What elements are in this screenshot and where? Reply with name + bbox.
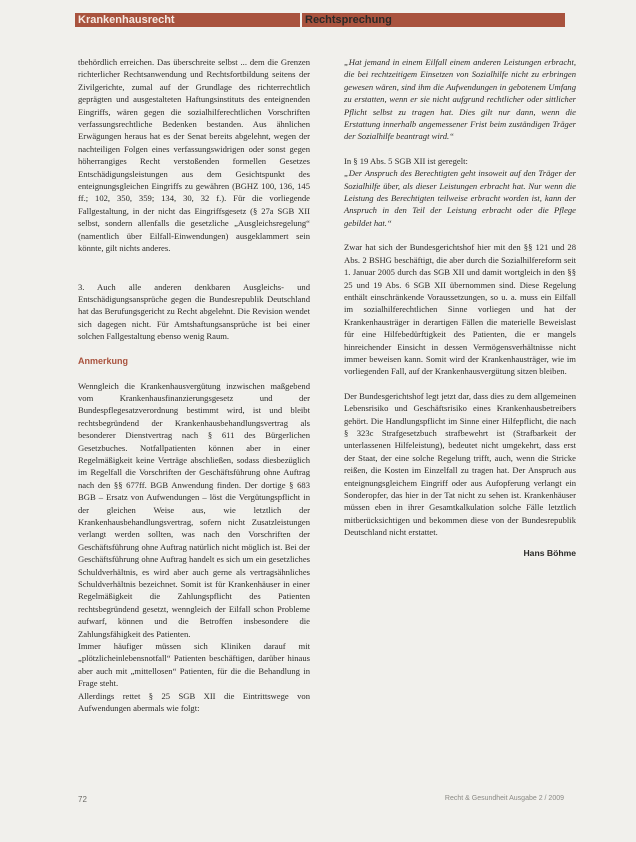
left-paragraph-2: 3. Auch alle anderen denkbaren Ausgleichs- und Entschädigungsansprüche gegen die Bundesrepublik Deutschland hat das Berufungsgericht zu Recht abgelehnt. Die Revision wendet sich dagegen nicht. Für Amtshaftungsansprüche ist bei einer solchen Fallgestaltung ebenso wenig Raum.: [78, 281, 310, 342]
left-paragraph-3: Wenngleich die Krankenhausvergütung inzwischen maßgebend vom Krankenhausfinanzierungsgesetz und der Bundespflegesatzverordnung bestimmt wird, ist und bleibt rechtsbegründend der Krankenhausbehandlungsvertrag als besonderer Dienstvertrag nach § 611 des Bürgerlichen Gesetzbuches. Notfallpatienten können aber in einer Regelmäßigkeit keine Verträge abschließen, sodass diesbezüglich im Regelfall die Vorschriften der Geschäftsführung ohne Auftrag nach den §§ 677ff. BGB Anwendung finden. Der dortige § 683 BGB – Ersatz von Aufwendungen – löst die Vergütungspflicht in der gleichen Weise aus, wie letztlich der Krankenhausbehandlungsvertrag, sofern nicht Zusatzleistungen verlangt werden sollten, was nach den Vorschriften der Geschäftsführung ohne Auftrag natürlich nicht möglich ist. Bei der Geschäftsführung ohne Auftrag handelt es sich um ein gesetzliches Schuldverhältnis, es wird aber auch gerne als vertragsähnliches Schuldverhältnis bezeichnet. Somit ist für Krankenhäuser in einer Regelmäßigkeit die Zahlungspflicht des Patienten rechtsbegründend gesetzt, wenngleich der Eilfall schon Probleme aufwarf, können und die Betroffen insbesondere die Zahlungsfähigkeit des Patienten.: [78, 380, 310, 639]
header-section-title: Krankenhausrecht: [78, 14, 175, 26]
left-column: [78, 56, 310, 715]
right-lead-2: In § 19 Abs. 5 SGB XII ist geregelt:: [344, 155, 468, 166]
author-signature: Hans Böhme: [523, 547, 576, 558]
page-number: 72: [78, 795, 87, 804]
right-paragraph-3: Zwar hat sich der Bundesgerichtshof hier mit den §§ 121 und 28 Abs. 2 BSHG beschäftigt, die aber durch die Sozialhilfereform seit 1. Januar 2005 durch das SGB XII und damit wortgleich in den §§ 25 und 19 Abs. 6 SGB XII übernommen sind. Diese Regelung enthält einschränkende Voraussetzungen, so u. a. muss ein Eilfall im sozialhilferechtlichen Sinne vorliegen und hat der Krankenhausträger in derartigen Fällen die materielle Beweislast für eine Hilfebedürftigkeit des Patienten, die er mangels hinreichender Einsicht in dessen Vermögensverhältnisse nicht immer beweisen kann. Somit wird der Krankenhausträger, wie im vorliegenden Fall, auf der Krankenhausvergütung sitzen bleiben.: [344, 242, 576, 377]
right-paragraph-4: Der Bundesgerichtshof legt jetzt dar, dass dies zu dem allgemeinen Lebensrisiko und Geschäftsrisiko eines Krankenhausbetreibers gehört. Die Handlungspflicht im Sinne einer Hilfepflicht, die nach § 323c Strafgesetzbuch strafbewehrt ist (Strafbarkeit der unterlassenen Hilfeleistung), bedeutet nicht umgekehrt, dass erst der Staat, der eine solche Regelung trifft, auch, wenn die Stricke reißen, die Kosten im Einzelfall zu tragen hat. Der Anspruch aus enteignungsgleichem Eingriff oder aus Aufopferung verlangt ein Sonderopfer, das hier in der Tat nicht zu sehen ist. Krankenhäuser müssen eben in ihrer Gesamtkalkulation solche Fälle letztlich mitberücksichtigen und bekommen diese von der Bundesrepublik Deutschland nicht erstattet.: [344, 390, 576, 538]
header-divider: [300, 12, 302, 28]
header-category: Rechtsprechung: [305, 14, 392, 26]
quote-paragraph-1: „Hat jemand in einem Eilfall einem anderen Leistungen erbracht, die bei rechtzeitigem Einsetzen von Sozialhilfe nicht zu erbringen gewesen wären, sind ihm die Aufwendungen in gebotenem Umfang zu erstatten, wenn er sie nicht aufgrund rechtlicher oder sittlicher Pflicht selbst zu tragen hat. Dies gilt nur dann, wenn die Erstattung innerhalb angemessener Frist beim zuständigen Träger der Sozialhilfe beantragt wird.“: [344, 57, 576, 142]
left-paragraph-5: Allerdings rettet § 25 SGB XII die Eintrittswege von Aufwendungen abermals wie folgt:: [78, 690, 310, 714]
quote-paragraph-2: „Der Anspruch des Berechtigten geht insoweit auf den Träger der Sozialhilfe über, als dieser Leistungen erbracht hat. Nur wenn die Leistung des Berechtigten teilweise erbracht worden ist, kann der Anspruch in den Teil der Leistung erbracht oder die Pflege gebildet hat.“: [344, 168, 576, 228]
left-paragraph-4: Immer häufiger müssen sich Kliniken darauf mit „plötzlicheinlebensnotfall“ Patienten beschäftigen, darüber hinaus aber auch mit „mittellosen“ Patienten, für die die Behandlung in Frage steht.: [78, 641, 310, 689]
journal-reference: Recht & Gesundheit Ausgabe 2 / 2009: [444, 795, 564, 802]
annotation-heading: Anmerkung: [78, 355, 129, 366]
left-paragraph-1: tbehördlich erreichen. Das überschreite selbst ... dem die Grenzen richterlicher Rechtsanwendung und Rechtsfortbildung seitens der Zivilgerichte, zumal auf der Grundlage des richterrechtlich geprägten und ausgestalteten Haftungsinstituts des enteignenden Eingriffs, wären gegen die sozialhilferechtlichen Vorschriften verfassungsrechtliche Bedenken bestanden. Aus ähnlichen Erwägungen heraus hat es der Senat bereits abgelehnt, wegen der nachteiligen Folgen eines verfassungswidrigen oder sonst gegen höherrangiges Recht verstoßenden formellen Gesetzes Entschädigungsleistungen aus dem Gesichtspunkt des enteignungsgleichen Eingriffs zu gewähren (BGHZ 100, 136, 145 ff.; 102, 350, 359; 134, 30, 32 f.). Für die vorliegende Fallgestaltung, in der nicht das Eingriffsgesetz (§ 27a SGB XII selbst, sondern allenfalls die gesetzliche „Ausgleichsregelung“ (namentlich über Eilfall-Einwendungen) ausgeklammert sein könnte, gilt nichts anderes.: [78, 57, 310, 254]
right-column: [344, 56, 576, 559]
